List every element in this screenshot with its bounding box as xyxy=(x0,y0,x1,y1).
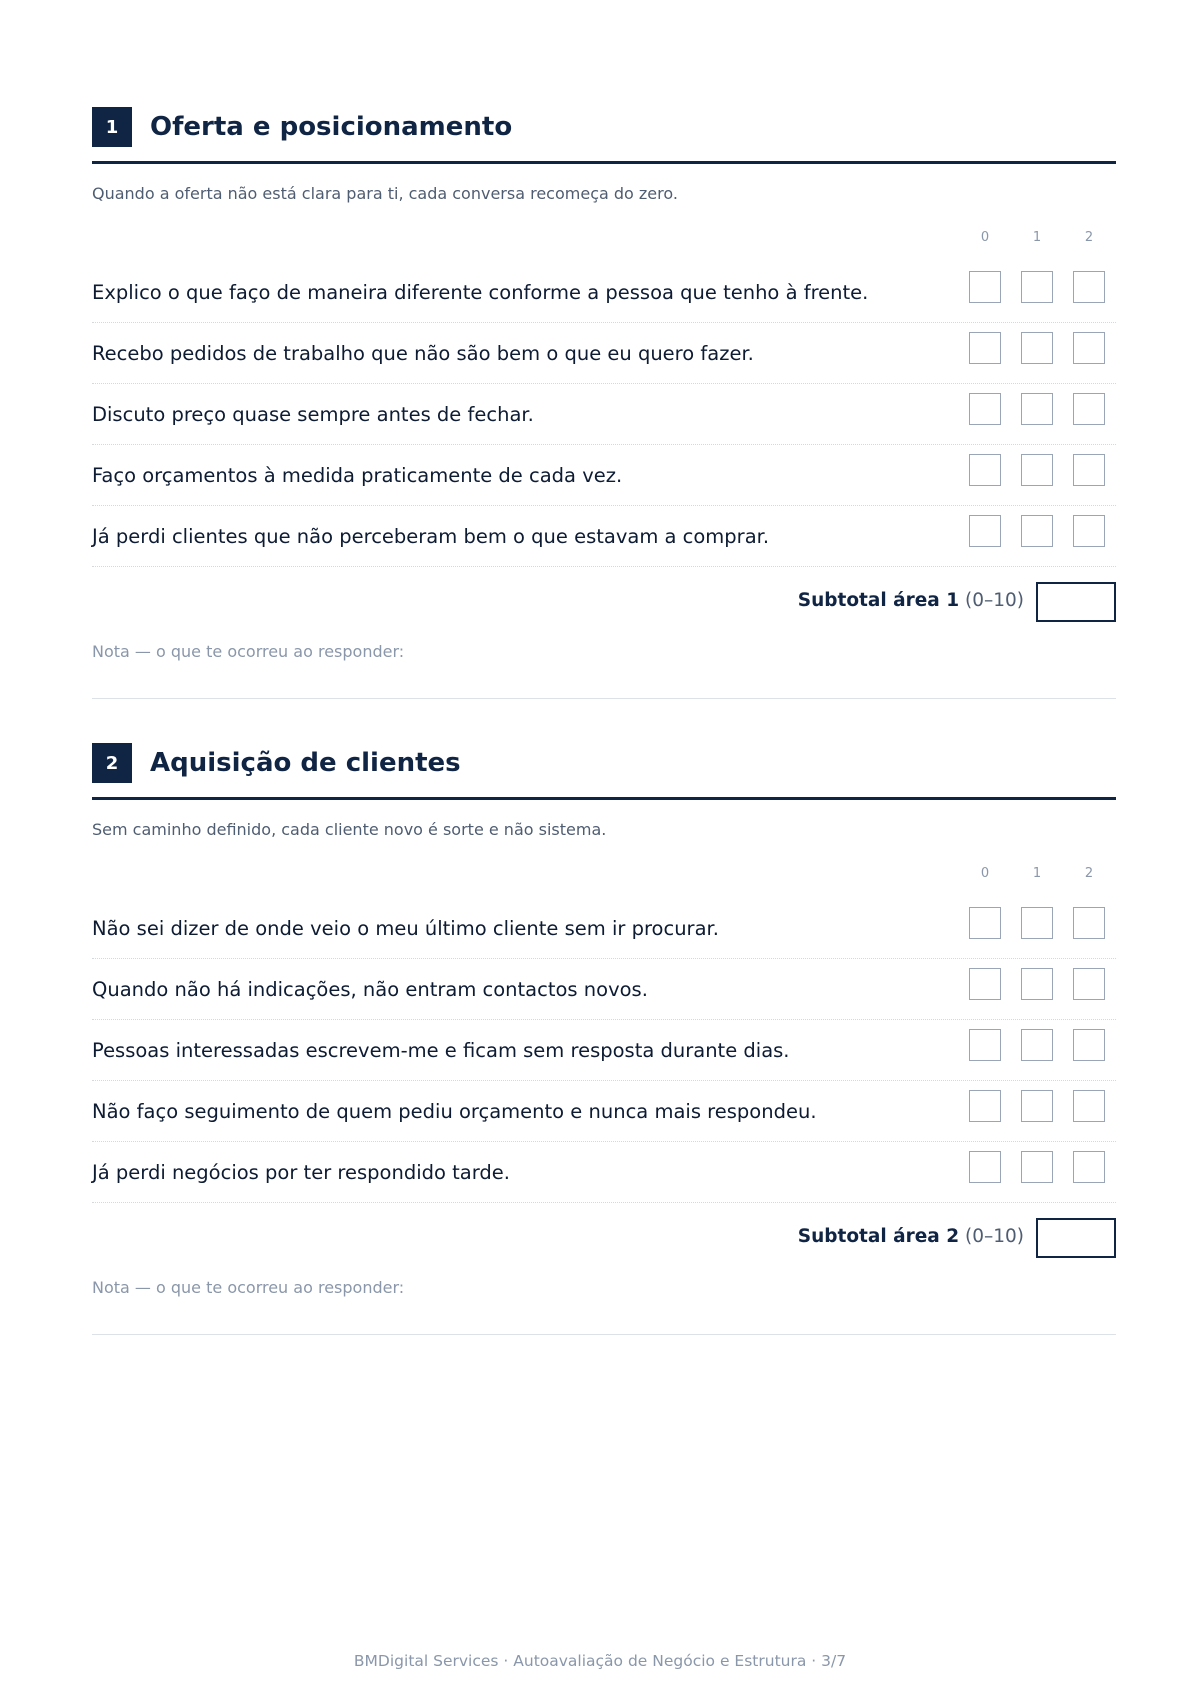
score-checkbox-2[interactable] xyxy=(1073,271,1105,303)
scale-header xyxy=(92,230,1116,250)
scale-label-2: 2 xyxy=(1084,866,1094,881)
score-checkbox-2[interactable] xyxy=(1073,332,1105,364)
subtotal-input-box[interactable] xyxy=(1036,1218,1116,1258)
score-checkbox-0[interactable] xyxy=(969,968,1001,1000)
score-checkbox-1[interactable] xyxy=(1021,968,1053,1000)
note-writing-line[interactable] xyxy=(92,698,1116,699)
score-checkbox-0[interactable] xyxy=(969,515,1001,547)
scale-label-0: 0 xyxy=(980,230,990,245)
score-checkbox-1[interactable] xyxy=(1021,1151,1053,1183)
question-row xyxy=(92,898,1116,959)
question-text: Já perdi negócios por ter respondido tarde. xyxy=(92,1160,510,1184)
subtotal-input-box[interactable] xyxy=(1036,582,1116,622)
scale-label-1: 1 xyxy=(1032,230,1042,245)
section-aquisicao xyxy=(92,742,1116,1335)
section-number-badge: 1 xyxy=(92,107,132,147)
score-checkbox-1[interactable] xyxy=(1021,1029,1053,1061)
question-list xyxy=(92,898,1116,1203)
score-checkbox-0[interactable] xyxy=(969,1090,1001,1122)
question-row xyxy=(92,1142,1116,1203)
section-intro: Quando a oferta não está clara para ti, cada conversa recomeça do zero. xyxy=(92,184,678,203)
score-checkbox-2[interactable] xyxy=(1073,454,1105,486)
section-header xyxy=(92,106,1116,148)
note-label: Nota — o que te ocorreu ao responder: xyxy=(92,642,405,661)
page-footer: BMDigital Services · Autoavaliação de Negócio e Estrutura · 3/7 xyxy=(353,1652,847,1670)
score-checkbox-0[interactable] xyxy=(969,454,1001,486)
question-text: Discuto preço quase sempre antes de fechar. xyxy=(92,402,534,426)
score-checkbox-1[interactable] xyxy=(1021,332,1053,364)
question-row xyxy=(92,262,1116,323)
question-row xyxy=(92,1020,1116,1081)
score-checkbox-2[interactable] xyxy=(1073,1151,1105,1183)
score-checkbox-2[interactable] xyxy=(1073,1029,1105,1061)
score-checkbox-1[interactable] xyxy=(1021,393,1053,425)
question-text: Explico o que faço de maneira diferente conforme a pessoa que tenho à frente. xyxy=(92,280,869,304)
subtotal-title: Subtotal área 2 xyxy=(797,1226,960,1247)
score-checkbox-0[interactable] xyxy=(969,393,1001,425)
section-title: Aquisição de clientes xyxy=(150,748,461,778)
score-checkbox-0[interactable] xyxy=(969,907,1001,939)
question-text: Não faço seguimento de quem pediu orçamento e nunca mais respondeu. xyxy=(92,1099,817,1123)
score-checkbox-1[interactable] xyxy=(1021,515,1053,547)
subtotal-row xyxy=(92,1218,1116,1258)
section-title: Oferta e posicionamento xyxy=(150,112,513,142)
question-row xyxy=(92,384,1116,445)
score-checkbox-2[interactable] xyxy=(1073,393,1105,425)
section-header xyxy=(92,742,1116,784)
subtotal-range: (0–10) xyxy=(965,590,1024,611)
question-text: Faço orçamentos à medida praticamente de cada vez. xyxy=(92,463,623,487)
subtotal-row xyxy=(92,582,1116,622)
question-row xyxy=(92,1081,1116,1142)
score-checkbox-0[interactable] xyxy=(969,1151,1001,1183)
scale-label-0: 0 xyxy=(980,866,990,881)
score-checkbox-2[interactable] xyxy=(1073,968,1105,1000)
subtotal-label xyxy=(798,590,1024,611)
score-checkbox-1[interactable] xyxy=(1021,1090,1053,1122)
section-intro: Sem caminho definido, cada cliente novo é sorte e não sistema. xyxy=(92,820,607,839)
score-checkbox-2[interactable] xyxy=(1073,1090,1105,1122)
question-text: Não sei dizer de onde veio o meu último cliente sem ir procurar. xyxy=(92,916,719,940)
scale-header xyxy=(92,866,1116,886)
score-checkbox-2[interactable] xyxy=(1073,515,1105,547)
note-label: Nota — o que te ocorreu ao responder: xyxy=(92,1278,405,1297)
question-row xyxy=(92,959,1116,1020)
question-text: Quando não há indicações, não entram contactos novos. xyxy=(92,977,648,1001)
score-checkbox-2[interactable] xyxy=(1073,907,1105,939)
note-writing-line[interactable] xyxy=(92,1334,1116,1335)
score-checkbox-0[interactable] xyxy=(969,1029,1001,1061)
section-divider xyxy=(92,161,1116,164)
question-text: Recebo pedidos de trabalho que não são bem o que eu quero fazer. xyxy=(92,341,754,365)
question-row xyxy=(92,445,1116,506)
subtotal-label xyxy=(798,1226,1024,1247)
scale-label-2: 2 xyxy=(1084,230,1094,245)
score-checkbox-0[interactable] xyxy=(969,271,1001,303)
question-row xyxy=(92,323,1116,384)
section-number-badge: 2 xyxy=(92,743,132,783)
score-checkbox-0[interactable] xyxy=(969,332,1001,364)
score-checkbox-1[interactable] xyxy=(1021,271,1053,303)
question-text: Já perdi clientes que não perceberam bem o que estavam a comprar. xyxy=(92,524,770,548)
question-list xyxy=(92,262,1116,567)
score-checkbox-1[interactable] xyxy=(1021,454,1053,486)
score-checkbox-1[interactable] xyxy=(1021,907,1053,939)
question-row xyxy=(92,506,1116,567)
section-oferta xyxy=(92,106,1116,699)
section-divider xyxy=(92,797,1116,800)
subtotal-range: (0–10) xyxy=(965,1226,1024,1247)
scale-label-1: 1 xyxy=(1032,866,1042,881)
subtotal-title: Subtotal área 1 xyxy=(797,590,960,611)
question-text: Pessoas interessadas escrevem-me e ficam sem resposta durante dias. xyxy=(92,1038,790,1062)
